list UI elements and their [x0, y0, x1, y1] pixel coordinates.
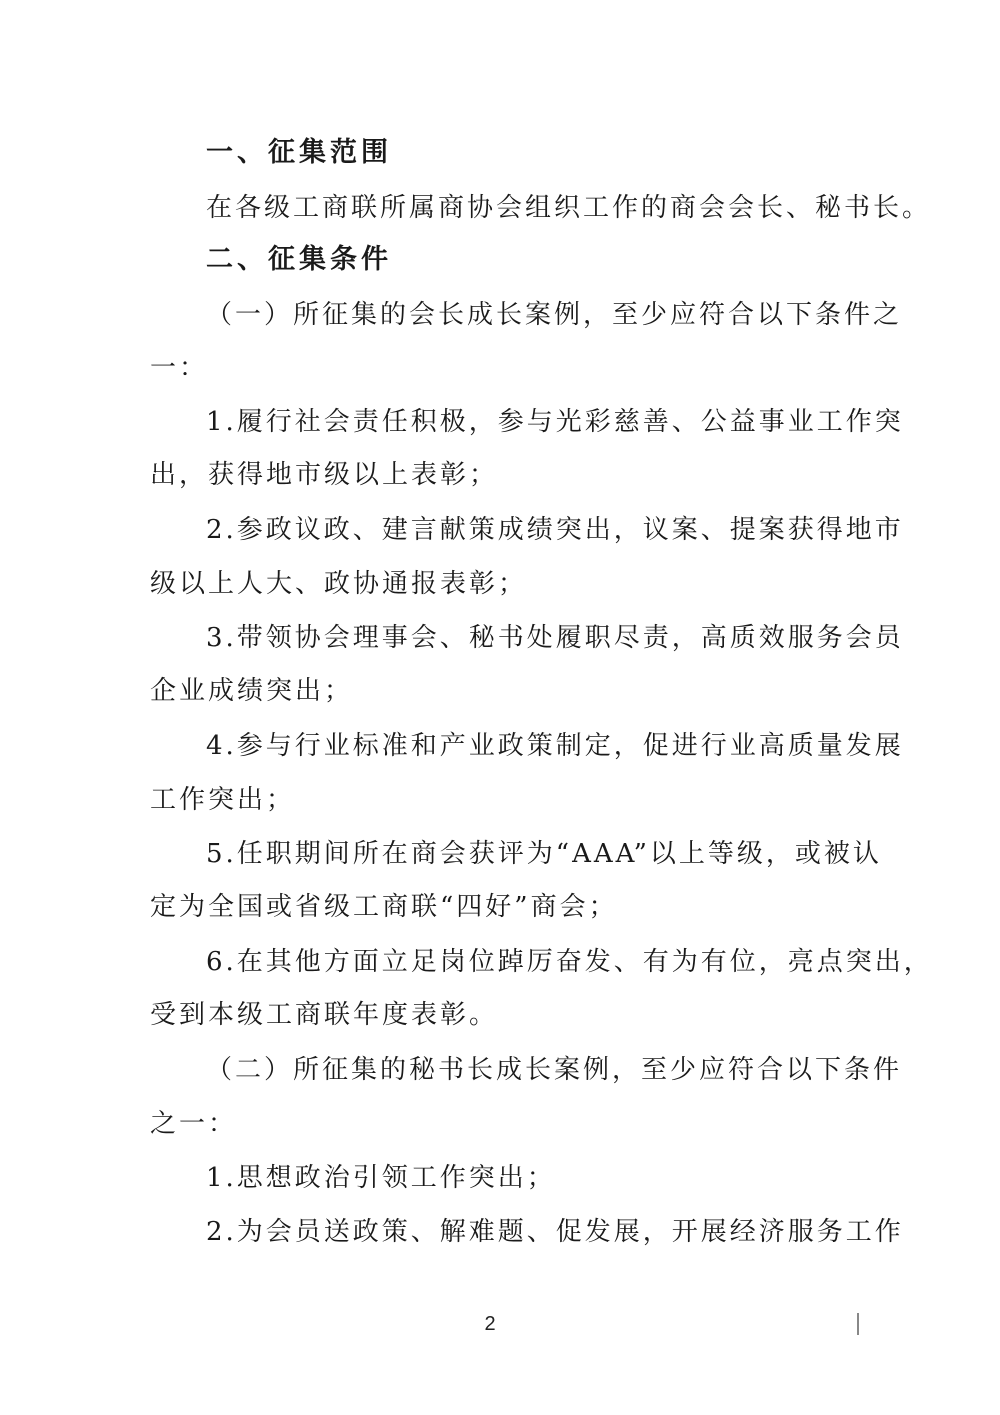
section-1-intro-line-2: 一：: [150, 353, 209, 383]
scan-edge-mark: [857, 1313, 859, 1335]
section-2-item-2-line-1: 2.为会员送政策、解难题、促发展，开展经济服务工作: [206, 1217, 904, 1247]
section-1-item-3-line-2: 企业成绩突出；: [150, 676, 354, 706]
section-2-item-1-line-1: 1.思想政治引领工作突出；: [206, 1163, 556, 1193]
paragraph-scope: 在各级工商联所属商协会组织工作的商会会长、秘书长。: [206, 193, 932, 223]
section-1-item-6-line-1: 6.在其他方面立足岗位踔厉奋发、有为有位，亮点突出，: [206, 947, 933, 977]
section-1-item-2-line-1: 2.参政议政、建言献策成绩突出，议案、提案获得地市: [206, 515, 904, 545]
section-1-item-5-line-2: 定为全国或省级工商联“四好”商会；: [150, 892, 618, 922]
section-1-item-1-line-1: 1.履行社会责任积极，参与光彩慈善、公益事业工作突: [206, 407, 904, 437]
section-1-item-4-line-2: 工作突出；: [150, 785, 296, 815]
heading-collection-conditions: 二、征集条件: [206, 244, 392, 275]
section-2-intro-line-2: 之一：: [150, 1109, 238, 1139]
section-1-item-4-line-1: 4.参与行业标准和产业政策制定，促进行业高质量发展: [206, 731, 904, 761]
section-1-item-6-line-2: 受到本级工商联年度表彰。: [150, 1000, 499, 1030]
heading-collection-scope: 一、征集范围: [206, 137, 392, 168]
section-1-item-3-line-1: 3.带领协会理事会、秘书处履职尽责，高质效服务会员: [206, 623, 904, 653]
section-1-item-1-line-2: 出，获得地市级以上表彰；: [150, 460, 499, 490]
section-1-item-5-line-1: 5.任职期间所在商会获评为“AAA”以上等级，或被认: [206, 839, 882, 869]
page-number: 2: [484, 1313, 496, 1335]
section-1-item-2-line-2: 级以上人大、政协通报表彰；: [150, 569, 528, 599]
section-2-intro-line-1: （二）所征集的秘书长成长案例，至少应符合以下条件: [206, 1055, 903, 1085]
section-1-intro-line-1: （一）所征集的会长成长案例，至少应符合以下条件之: [206, 300, 903, 330]
